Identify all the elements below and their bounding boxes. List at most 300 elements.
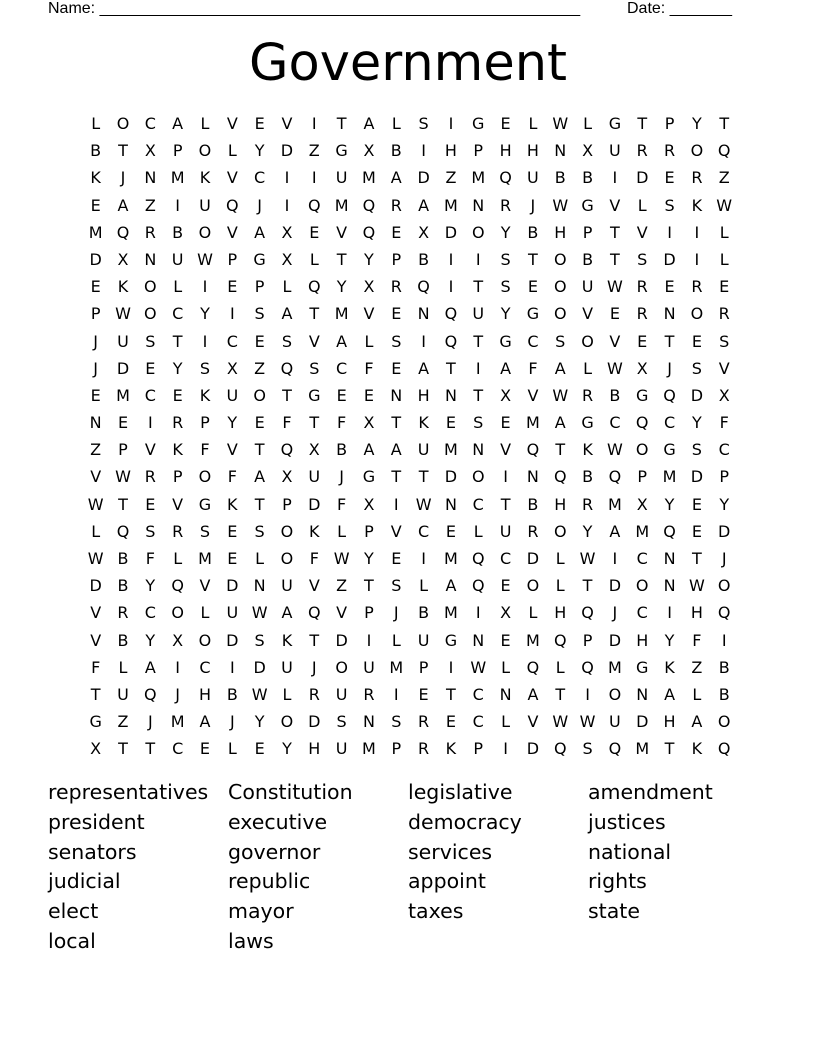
grid-letter: U (171, 249, 184, 269)
grid-letter: O (335, 657, 348, 677)
grid-row (82, 359, 738, 386)
grid-letter: P (719, 467, 730, 487)
grid-row (82, 467, 738, 494)
word-item: judicial (48, 869, 121, 894)
grid-letter: R (390, 277, 402, 297)
grid-letter: H (198, 684, 211, 704)
grid-letter: R (691, 168, 703, 188)
grid-letter: P (172, 141, 183, 161)
grid-letter: I (448, 277, 454, 297)
grid-letter: V (527, 385, 539, 405)
grid-letter: D (226, 576, 239, 596)
grid-letter: W (552, 195, 569, 215)
grid-letter: R (308, 684, 320, 704)
grid-letter: E (500, 413, 511, 433)
grid-letter: K (90, 168, 101, 188)
grid-letter: I (503, 739, 508, 759)
grid-letter: A (281, 603, 293, 623)
grid-letter: E (664, 168, 675, 188)
grid-letter: B (554, 168, 566, 188)
grid-letter: L (501, 712, 511, 732)
grid-letter: L (555, 657, 565, 677)
grid-letter: T (391, 467, 402, 487)
grid-letter: R (363, 684, 375, 704)
grid-letter: V (90, 603, 102, 623)
grid-letter: E (117, 413, 129, 433)
grid-letter: B (226, 684, 238, 704)
grid-letter: H (554, 222, 567, 242)
grid-letter: T (336, 114, 347, 133)
grid-letter: X (281, 467, 293, 487)
grid-letter: E (227, 521, 238, 541)
grid-letter: B (418, 603, 430, 623)
grid-letter: D (718, 521, 731, 541)
grid-letter: J (147, 712, 153, 732)
grid-letter: A (390, 440, 402, 460)
grid-letter: V (199, 576, 211, 596)
grid-letter: X (636, 358, 648, 378)
grid-letter: Q (526, 657, 540, 677)
grid-letter: Q (444, 304, 458, 324)
grid-letter: S (145, 521, 156, 541)
grid-letter: I (175, 657, 180, 677)
grid-letter: K (582, 440, 593, 460)
grid-letter: J (175, 684, 180, 704)
grid-letter: M (635, 521, 650, 541)
grid-letter: M (526, 413, 540, 433)
grid-letter: Q (717, 141, 731, 161)
grid-letter: V (609, 331, 621, 351)
grid-letter: I (311, 114, 317, 133)
grid-letter: L (555, 549, 565, 568)
grid-letter: A (445, 576, 457, 596)
grid-letter: T (719, 114, 730, 133)
grid-letter: O (690, 141, 704, 161)
word-item (408, 928, 588, 958)
grid-letter: F (528, 358, 538, 378)
grid-letter: T (282, 385, 292, 405)
grid-letter: I (448, 249, 454, 269)
grid-letter: N (663, 304, 676, 324)
grid-letter: I (475, 249, 481, 269)
grid-letter: L (583, 358, 593, 378)
grid-letter: Z (691, 657, 703, 677)
grid-letter: W (606, 440, 623, 460)
grid-letter: I (421, 331, 426, 351)
grid-letter: T (145, 739, 156, 759)
grid-row (82, 413, 738, 440)
grid-letter: N (499, 684, 512, 704)
grid-letter: P (582, 630, 593, 650)
grid-letter: Q (717, 739, 731, 759)
grid-letter: L (501, 657, 511, 677)
grid-letter: E (445, 413, 456, 433)
grid-letter: X (144, 141, 156, 161)
grid-letter: I (229, 657, 235, 677)
grid-row (82, 739, 738, 766)
grid-letter: M (607, 657, 622, 677)
grid-letter: R (172, 521, 184, 541)
grid-letter: Z (336, 576, 348, 596)
grid-letter: O (280, 712, 294, 732)
grid-letter: Q (471, 576, 485, 596)
grid-letter: X (363, 494, 375, 514)
grid-letter: A (554, 358, 566, 378)
grid-letter: Q (280, 358, 294, 378)
grid-letter: L (91, 521, 101, 541)
grid-letter: M (362, 168, 376, 188)
grid-letter: U (281, 657, 293, 677)
grid-letter: V (308, 576, 320, 596)
grid-letter: C (636, 549, 648, 568)
grid-letter: G (526, 304, 540, 324)
grid-letter: V (582, 304, 594, 324)
grid-letter: X (308, 440, 320, 460)
grid-row (82, 549, 738, 576)
grid-letter: U (335, 739, 348, 759)
grid-letter: F (364, 358, 374, 378)
grid-letter: O (198, 141, 212, 161)
grid-letter: J (339, 467, 344, 487)
grid-letter: X (582, 141, 594, 161)
grid-letter: L (255, 549, 265, 568)
grid-letter: C (472, 684, 484, 704)
grid-letter: X (418, 222, 430, 242)
grid-letter: M (334, 195, 349, 215)
grid-letter: H (499, 141, 512, 161)
grid-letter: Q (608, 467, 622, 487)
grid-letter: B (609, 385, 621, 405)
grid-letter: B (117, 576, 129, 596)
grid-letter: S (254, 521, 265, 541)
grid-letter: Y (282, 739, 292, 759)
grid-letter: A (254, 222, 266, 242)
grid-letter: E (199, 739, 211, 759)
grid-letter: M (389, 657, 404, 677)
grid-letter: F (337, 494, 347, 514)
grid-letter: E (145, 358, 156, 378)
grid-letter: L (91, 114, 101, 133)
grid-letter: O (144, 304, 157, 324)
grid-letter: I (147, 413, 153, 433)
grid-letter: C (636, 603, 648, 623)
grid-letter: K (664, 657, 675, 677)
grid-letter: V (527, 712, 539, 732)
grid-row (82, 304, 738, 331)
grid-letter: O (717, 576, 731, 596)
grid-letter: S (281, 331, 293, 351)
grid-letter: A (418, 358, 430, 378)
grid-letter: I (393, 494, 399, 514)
grid-letter: H (554, 603, 567, 623)
grid-letter: L (227, 141, 237, 161)
grid-letter: Y (719, 494, 730, 514)
grid-letter: Q (362, 195, 376, 215)
grid-letter: A (363, 440, 375, 460)
grid-letter: W (688, 576, 705, 596)
grid-letter: I (475, 358, 481, 378)
grid-letter: F (282, 413, 292, 433)
grid-letter: R (144, 467, 156, 487)
grid-letter: C (144, 385, 156, 405)
grid-row (82, 603, 738, 630)
grid-letter: Q (307, 277, 321, 297)
grid-letter: E (227, 277, 238, 297)
grid-letter: W (606, 358, 623, 378)
grid-letter: K (691, 195, 703, 215)
grid-letter: L (719, 222, 729, 242)
grid-letter: B (117, 630, 129, 650)
grid-letter: M (444, 195, 458, 215)
grid-letter: K (117, 277, 129, 297)
word-item: elect (48, 899, 99, 924)
grid-letter: V (226, 222, 238, 242)
grid-letter: G (335, 141, 348, 161)
grid-letter: T (473, 331, 484, 351)
grid-letter: R (172, 413, 184, 433)
grid-letter: H (554, 494, 567, 514)
word-item: president (48, 809, 145, 834)
grid-letter: J (612, 603, 618, 623)
grid-letter: E (527, 277, 538, 297)
grid-letter: Y (172, 358, 183, 378)
grid-letter: Q (581, 657, 594, 677)
grid-letter: R (418, 712, 430, 732)
grid-row (82, 440, 738, 467)
grid-letter: G (362, 467, 376, 487)
grid-letter: V (226, 114, 238, 133)
grid-letter: L (719, 249, 729, 269)
word-item: legislative (408, 780, 513, 804)
word-item (588, 928, 768, 958)
grid-letter: H (308, 739, 321, 759)
grid-letter: V (390, 521, 402, 541)
grid-letter: L (118, 657, 128, 677)
grid-letter: H (690, 603, 703, 623)
grid-letter: Q (471, 549, 485, 568)
grid-letter: T (391, 413, 402, 433)
grid-letter: D (335, 630, 348, 650)
grid-letter: O (635, 440, 649, 460)
grid-letter: U (609, 141, 621, 161)
grid-letter: H (417, 385, 430, 405)
grid-letter: Q (608, 739, 622, 759)
grid-letter: V (718, 358, 730, 378)
grid-letter: V (336, 603, 348, 623)
grid-letter: C (718, 440, 730, 460)
grid-letter: V (636, 222, 648, 242)
grid-letter: E (418, 684, 429, 704)
grid-letter: N (472, 630, 485, 650)
grid-letter: L (583, 114, 593, 133)
grid-letter: G (308, 385, 321, 405)
grid-letter: X (500, 385, 512, 405)
grid-letter: Q (171, 576, 184, 596)
grid-letter: I (612, 549, 618, 568)
grid-letter: S (145, 331, 156, 351)
grid-letter: O (581, 331, 594, 351)
grid-letter: E (445, 712, 456, 732)
grid-letter: A (527, 684, 539, 704)
grid-letter: H (526, 141, 539, 161)
grid-letter: H (663, 712, 676, 732)
grid-letter: W (87, 494, 104, 514)
grid-letter: Q (116, 222, 130, 242)
grid-letter: E (145, 494, 156, 514)
grid-letter: T (555, 684, 566, 704)
grid-letter: E (391, 222, 402, 242)
grid-letter: Q (499, 168, 512, 188)
grid-letter: B (582, 467, 594, 487)
grid-letter: P (254, 277, 265, 297)
grid-letter: B (582, 168, 594, 188)
grid-letter: J (667, 358, 672, 378)
grid-letter: J (93, 331, 99, 351)
grid-letter: Q (307, 195, 321, 215)
grid-letter: Q (362, 222, 376, 242)
grid-letter: C (172, 304, 184, 324)
grid-letter: E (254, 331, 265, 351)
grid-letter: Y (582, 521, 593, 541)
grid-letter: M (444, 603, 458, 623)
grid-letter: O (471, 467, 485, 487)
grid-letter: D (608, 630, 622, 650)
grid-letter: T (118, 739, 128, 759)
grid-letter: D (444, 467, 458, 487)
grid-letter: I (585, 684, 590, 704)
grid-letter: T (254, 440, 265, 460)
grid-letter: L (637, 195, 647, 215)
grid-letter: S (199, 358, 211, 378)
grid-letter: V (500, 440, 512, 460)
grid-letter: I (721, 630, 727, 650)
grid-letter: O (144, 277, 157, 297)
grid-letter: L (309, 249, 319, 269)
grid-letter: I (366, 630, 372, 650)
grid-letter: T (172, 331, 183, 351)
grid-letter: Q (663, 385, 676, 405)
grid-letter: D (526, 739, 540, 759)
grid-letter: C (336, 358, 348, 378)
grid-letter: V (226, 440, 238, 460)
grid-letter: Y (500, 304, 511, 324)
grid-letter: T (610, 222, 620, 242)
grid-letter: C (172, 739, 184, 759)
word-item: services (408, 839, 493, 864)
grid-letter: D (280, 141, 294, 161)
grid-letter: M (170, 168, 185, 188)
grid-letter: Y (691, 114, 702, 133)
grid-letter: M (444, 440, 458, 460)
grid-letter: O (253, 385, 266, 405)
grid-letter: W (415, 494, 432, 514)
grid-letter: S (691, 358, 702, 378)
grid-letter: W (579, 712, 596, 732)
grid-letter: V (363, 304, 375, 324)
grid-letter: Z (718, 168, 730, 188)
grid-letter: U (226, 603, 239, 623)
word-row (48, 898, 768, 928)
grid-letter: K (227, 494, 238, 514)
grid-letter: O (526, 576, 540, 596)
grid-letter: B (336, 440, 348, 460)
grid-letter: E (227, 549, 238, 568)
grid-letter: Y (254, 141, 265, 161)
word-item: senators (48, 839, 137, 864)
grid-letter: E (391, 358, 402, 378)
word-item: state (588, 899, 640, 924)
grid-letter: G (499, 331, 512, 351)
grid-letter: P (90, 304, 101, 324)
word-row (48, 809, 768, 839)
grid-letter: B (582, 249, 594, 269)
grid-row (82, 658, 738, 685)
grid-letter: C (663, 413, 676, 433)
grid-letter: O (471, 222, 485, 242)
grid-letter: S (391, 712, 402, 732)
grid-letter: C (418, 521, 430, 541)
grid-letter: T (364, 576, 374, 596)
grid-row (82, 223, 738, 250)
grid-letter: K (281, 630, 293, 650)
grid-letter: N (89, 413, 102, 433)
grid-letter: S (254, 630, 265, 650)
grid-letter: Q (280, 440, 294, 460)
grid-letter: I (421, 549, 426, 568)
grid-letter: A (609, 521, 621, 541)
grid-letter: P (364, 603, 374, 623)
grid-letter: Q (116, 521, 130, 541)
word-item: taxes (408, 899, 464, 924)
grid-letter: I (503, 467, 508, 487)
grid-letter: J (530, 195, 536, 215)
grid-letter: Y (664, 630, 675, 650)
grid-letter: B (418, 249, 430, 269)
grid-letter: C (472, 712, 484, 732)
grid-letter: I (612, 168, 618, 188)
grid-letter: A (664, 684, 676, 704)
grid-letter: K (691, 739, 703, 759)
grid-letter: I (667, 603, 672, 623)
grid-letter: T (528, 249, 538, 269)
grid-letter: T (473, 385, 484, 405)
grid-letter: Q (307, 603, 321, 623)
grid-letter: P (473, 141, 484, 161)
grid-letter: O (198, 630, 212, 650)
grid-letter: C (254, 168, 266, 188)
grid-letter: S (582, 739, 593, 759)
word-item: justices (588, 809, 666, 834)
grid-letter: L (200, 603, 210, 623)
grid-letter: D (608, 576, 622, 596)
grid-letter: L (555, 576, 565, 596)
grid-letter: G (608, 114, 622, 133)
grid-letter: N (444, 385, 457, 405)
grid-letter: A (144, 657, 156, 677)
grid-row (82, 114, 738, 141)
word-item: appoint (408, 869, 486, 894)
grid-letter: B (390, 141, 402, 161)
grid-letter: N (663, 576, 676, 596)
grid-letter: C (500, 549, 512, 568)
grid-letter: T (473, 277, 484, 297)
grid-letter: P (282, 494, 292, 514)
grid-letter: S (691, 440, 702, 460)
grid-letter: C (144, 603, 156, 623)
grid-letter: S (418, 114, 429, 133)
grid-letter: V (226, 168, 238, 188)
grid-letter: M (607, 494, 622, 514)
